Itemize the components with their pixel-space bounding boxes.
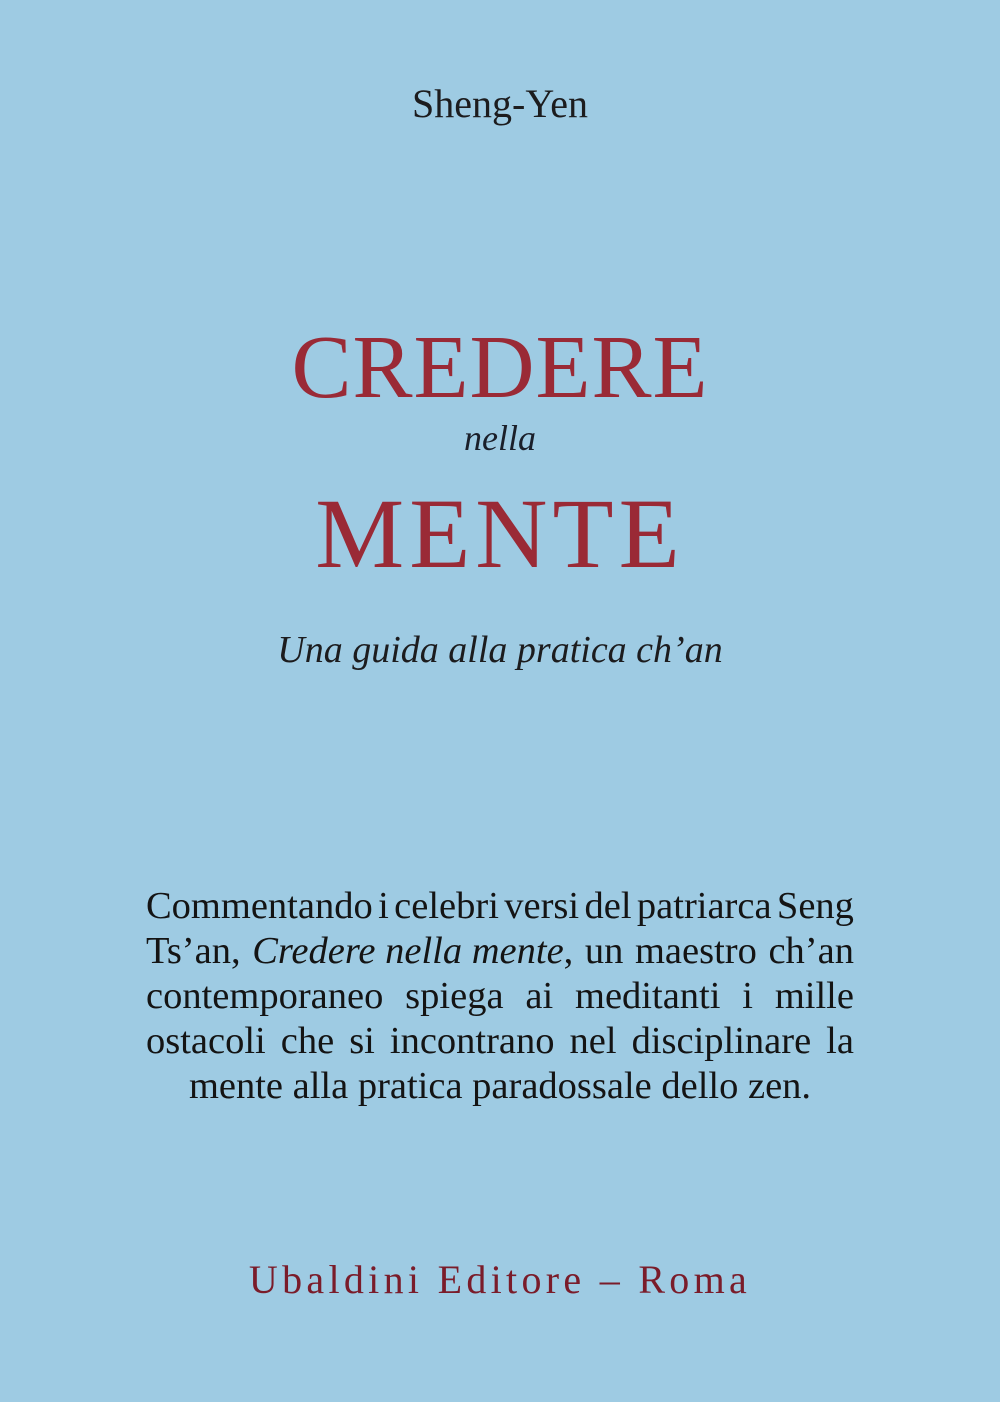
blurb-text [146, 884, 854, 1109]
blurb-word: la [826, 1020, 854, 1062]
publisher-imprint: Ubaldini Editore – Roma [248, 1257, 752, 1302]
blurb-italic-title [252, 929, 573, 974]
title-connector-nella: nella [464, 418, 536, 458]
blurb-word: nel [569, 1020, 617, 1062]
blurb-word: si [349, 1020, 375, 1062]
blurb-word: contemporaneo [146, 975, 384, 1017]
blurb-line-3 [146, 974, 854, 1019]
blurb-word: Seng [776, 885, 854, 927]
blurb-word: incontrano [389, 1020, 555, 1062]
blurb-italic-text: Credere nella mente [252, 930, 564, 972]
blurb-word: del [584, 885, 632, 927]
blurb-line-1 [146, 884, 854, 929]
blurb-line-4 [146, 1019, 854, 1064]
title-line-credere: CREDERE [291, 318, 709, 417]
blurb-word: ai [525, 975, 554, 1017]
blurb-word: spiega [405, 975, 504, 1017]
author-name: Sheng-Yen [412, 81, 588, 126]
blurb-word: Ts’an, [146, 930, 241, 972]
blurb-word: che [280, 1020, 335, 1062]
blurb-comma: , [563, 930, 574, 972]
title-line-mente: MENTE [315, 478, 685, 589]
blurb-word: i [378, 885, 389, 927]
blurb-word: mille [774, 975, 854, 1017]
blurb-word: disciplinare [631, 1020, 812, 1062]
blurb-word: un [584, 930, 624, 972]
blurb-word: versi [504, 885, 580, 927]
blurb-word: i [742, 975, 753, 1017]
blurb-word: ostacoli [146, 1020, 266, 1062]
blurb-word: Commentando [146, 885, 373, 927]
blurb-line-2 [146, 929, 854, 974]
blurb-line-5: mente alla pratica paradossale dello zen. [188, 1065, 812, 1107]
blurb-word: patriarca [636, 885, 772, 927]
subtitle: Una guida alla pratica ch’an [277, 629, 723, 671]
blurb-word: maestro [634, 930, 757, 972]
blurb-word: meditanti [575, 975, 721, 1017]
blurb-word: celebri [394, 885, 499, 927]
blurb-word: ch’an [768, 930, 854, 972]
